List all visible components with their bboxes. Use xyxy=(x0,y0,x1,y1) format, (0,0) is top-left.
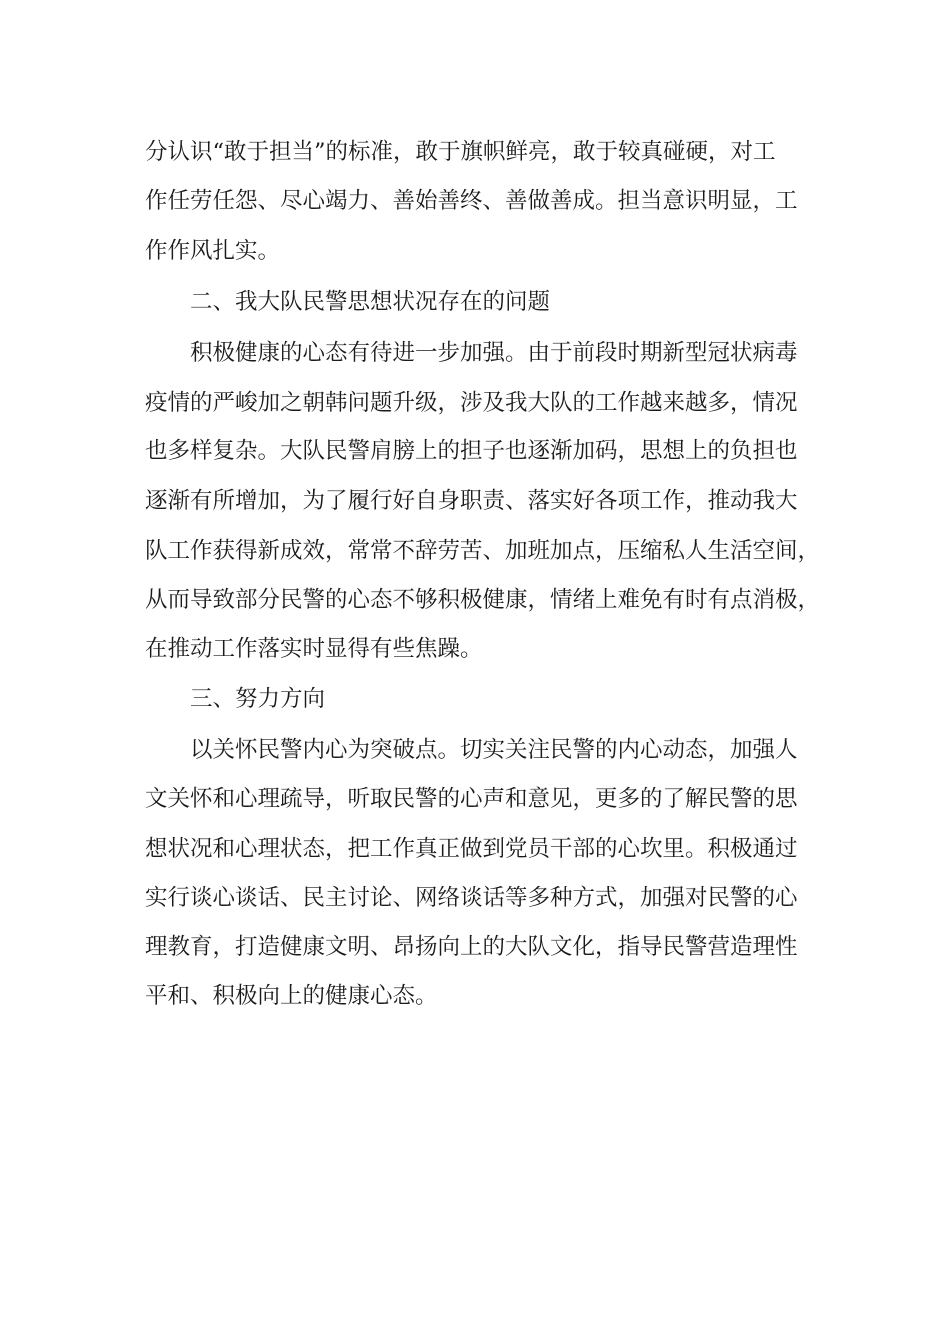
text-line: 队工作获得新成效，常常不辞劳苦、加班加点，压缩私人生活空间， xyxy=(145,538,821,564)
text-line: 分认识“敢于担当”的标准，敢于旗帜鲜亮，敢于较真碰硬，对工 xyxy=(145,139,776,165)
text-line: 文关怀和心理疏导，听取民警的心声和意见，更多的了解民警的思 xyxy=(145,786,798,812)
text-line: 在推动工作落实时显得有些焦躁。 xyxy=(145,636,483,662)
text-line: 作任劳任怨、尽心竭力、善始善终、善做善成。担当意识明显，工 xyxy=(145,188,798,214)
text-line: 想状况和心理状态，把工作真正做到党员干部的心坎里。积极通过 xyxy=(145,836,798,862)
text-line: 平和、积极向上的健康心态。 xyxy=(145,983,438,1009)
text-line: 理教育，打造健康文明、昂扬向上的大队文化，指导民警营造理性 xyxy=(145,934,798,960)
text-line: 作作风扎实。 xyxy=(145,238,281,264)
text-line: 也多样复杂。大队民警肩膀上的担子也逐渐加码，思想上的负担也 xyxy=(145,438,798,464)
text-line: 从而导致部分民警的心态不够积极健康，情绪上难免有时有点消极， xyxy=(145,587,821,613)
section-heading-3: 三、努力方向 xyxy=(190,686,326,712)
text-line: 积极健康的心态有待进一步加强。由于前段时期新型冠状病毒 xyxy=(190,340,798,366)
text-line: 疫情的严峻加之朝韩问题升级，涉及我大队的工作越来越多，情况 xyxy=(145,390,798,416)
text-line: 逐渐有所增加，为了履行好自身职责、落实好各项工作，推动我大 xyxy=(145,488,798,514)
text-line: 实行谈心谈话、民主讨论、网络谈话等多种方式，加强对民警的心 xyxy=(145,885,798,911)
text-line: 以关怀民警内心为突破点。切实关注民警的内心动态，加强人 xyxy=(190,737,798,763)
section-heading-2: 二、我大队民警思想状况存在的问题 xyxy=(190,289,551,315)
